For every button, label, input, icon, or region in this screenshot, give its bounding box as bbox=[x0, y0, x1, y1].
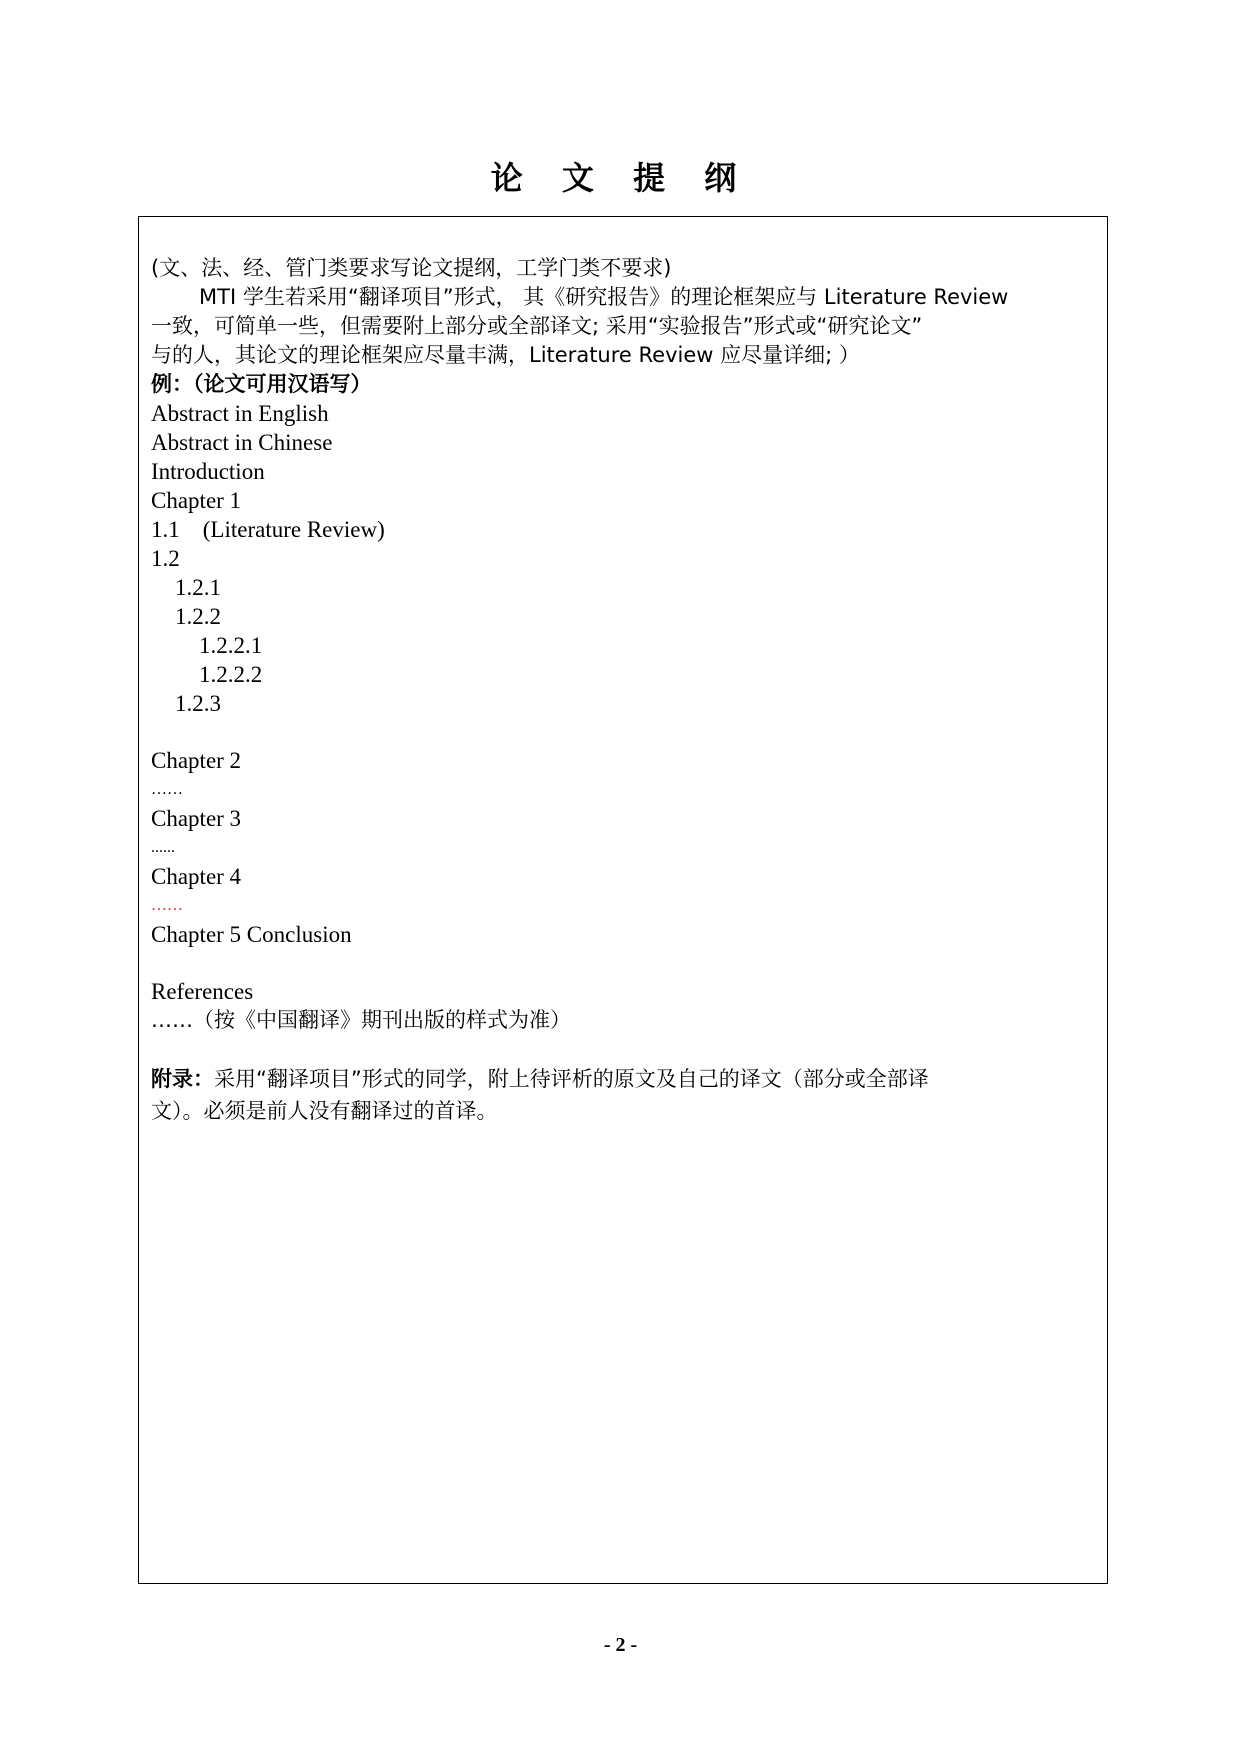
outline-abstract-chinese: Abstract in Chinese bbox=[151, 430, 333, 455]
mti-instruction-line-2: 一致，可简单一些，但需要附上部分或全部译文; 采用“实验报告”形式或“研究论文” bbox=[151, 314, 923, 338]
outline-chapter-4: Chapter 4 bbox=[151, 864, 242, 889]
mti-instruction-line-1: MTI 学生若采用“翻译项目”形式， 其《研究报告》的理论框架应与 Literature Review bbox=[199, 285, 1009, 309]
outline-ellipsis-2: …… bbox=[151, 781, 183, 798]
page-title: 论 文 提 纲 bbox=[490, 159, 751, 197]
appendix-line-2: 文）。必须是前人没有翻译过的首译。 bbox=[151, 1099, 498, 1123]
mti-instruction-line-3: 与的人，其论文的理论框架应尽量丰满，Literature Review 应尽量详细; ） bbox=[151, 343, 860, 367]
outline-chapter-2: Chapter 2 bbox=[151, 748, 242, 773]
outline-content bbox=[151, 254, 1108, 1127]
outline-section-1-1: 1.1 (Literature Review) bbox=[151, 517, 385, 542]
outline-section-1-2-3: 1.2.3 bbox=[175, 691, 221, 716]
appendix-label: 附录： bbox=[151, 1067, 214, 1091]
outline-chapter-3: Chapter 3 bbox=[151, 806, 242, 831]
outline-abstract-english: Abstract in English bbox=[151, 401, 329, 426]
outline-section-1-2-2-1: 1.2.2.1 bbox=[199, 633, 263, 658]
spacer bbox=[151, 949, 1108, 977]
outline-section-1-2-2: 1.2.2 bbox=[175, 604, 221, 629]
outline-section-1-2-1: 1.2.1 bbox=[175, 575, 221, 600]
appendix-text-1: 采用“翻译项目”形式的同学，附上待评析的原文及自己的译文（部分或全部译 bbox=[214, 1067, 929, 1091]
spacer bbox=[151, 1035, 1108, 1063]
outline-ellipsis-3: ...... bbox=[151, 839, 175, 856]
outline-box bbox=[138, 216, 1108, 1584]
appendix-line-1 bbox=[151, 1063, 1108, 1095]
spacer bbox=[151, 718, 1108, 746]
example-heading: 例：（论文可用汉语写） bbox=[151, 372, 372, 396]
discipline-note: (文、法、经、管门类要求写论文提纲，工学门类不要求) bbox=[151, 256, 672, 280]
outline-chapter-1: Chapter 1 bbox=[151, 488, 242, 513]
outline-chapter-5: Chapter 5 Conclusion bbox=[151, 922, 352, 947]
references-format-note: ……（按《中国翻译》期刊出版的样式为准） bbox=[151, 1008, 571, 1032]
outline-references: References bbox=[151, 979, 254, 1004]
page-number: - 2 - bbox=[603, 1634, 638, 1656]
outline-ellipsis-4: …… bbox=[151, 897, 183, 914]
outline-section-1-2: 1.2 bbox=[151, 546, 180, 571]
outline-introduction: Introduction bbox=[151, 459, 265, 484]
outline-section-1-2-2-2: 1.2.2.2 bbox=[199, 662, 263, 687]
